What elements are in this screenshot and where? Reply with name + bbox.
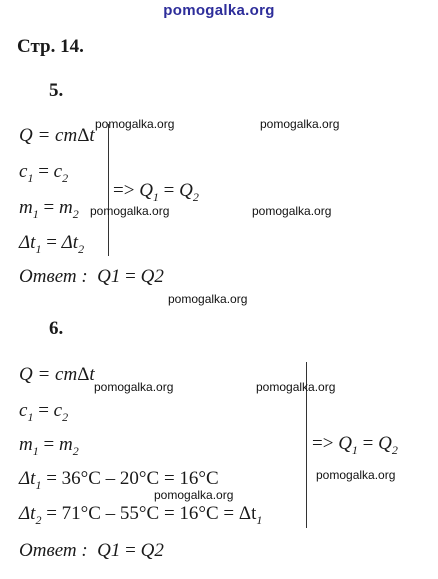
task-6-answer <box>19 540 164 562</box>
ans-q1-sub: 1 <box>110 266 121 287</box>
task-6-eq-dt2 <box>19 503 262 528</box>
dt2-rhs: 71°C – 55°C = 16°C = Δt <box>61 503 257 524</box>
eq-sign: = <box>41 468 62 489</box>
eq-sign: = <box>41 232 62 253</box>
task-6-eq-c <box>19 400 68 425</box>
dt2: Δt <box>61 232 79 253</box>
ans-q1: Q <box>97 540 111 561</box>
eq-sign: = <box>33 161 54 182</box>
task-6-eq-m <box>19 434 79 459</box>
m1-sub: 1 <box>32 444 39 458</box>
dt1: Δt <box>19 468 36 489</box>
task-6-number: 6. <box>49 318 64 339</box>
dt1-rhs: 36°C – 20°C = 16°C <box>61 468 219 489</box>
implies-arrow: => <box>312 433 334 454</box>
answer-label: Ответ : <box>19 266 88 287</box>
eq-sign: = <box>120 540 141 561</box>
eq-sign: = <box>38 434 59 455</box>
dt2: Δt <box>19 503 36 524</box>
dt1: Δt <box>19 232 36 253</box>
answer-label: Ответ : <box>19 540 88 561</box>
delta-symbol: Δ <box>77 364 90 385</box>
watermark-text: pomogalka.org <box>260 117 340 131</box>
m1: m <box>19 197 33 218</box>
q1: Q <box>338 433 352 454</box>
watermark-text: pomogalka.org <box>95 117 175 131</box>
eq-lhs: Q = cm <box>19 364 78 385</box>
eq-sign: = <box>120 266 141 287</box>
c1: c <box>19 400 28 421</box>
q1-sub: 1 <box>351 443 358 457</box>
task-5-eq-m <box>19 197 79 222</box>
m2-sub: 2 <box>72 444 79 458</box>
ans-q2-sub: 2 <box>154 540 164 561</box>
watermark-text: pomogalka.org <box>154 488 234 502</box>
task-6-eq-heat <box>19 364 95 386</box>
eq-sign: = <box>38 197 59 218</box>
c1-sub: 1 <box>27 410 34 424</box>
m2-sub: 2 <box>72 207 79 221</box>
task-5-number: 5. <box>49 80 64 101</box>
watermark-text: pomogalka.org <box>256 380 336 394</box>
c2: c <box>53 400 63 421</box>
task-5-eq-heat <box>19 125 95 147</box>
q2: Q <box>179 180 193 201</box>
task-5-eq-c <box>19 161 68 186</box>
eq-sign: = <box>41 503 62 524</box>
c2: c <box>53 161 63 182</box>
dt2-sub: 2 <box>35 513 42 527</box>
c2-sub: 2 <box>62 410 69 424</box>
m1: m <box>19 434 33 455</box>
c1-sub: 1 <box>27 171 34 185</box>
site-header-link[interactable]: pomogalka.org <box>163 2 275 19</box>
q2-sub: 2 <box>391 443 398 457</box>
ans-q2: Q <box>140 540 155 561</box>
m1-sub: 1 <box>32 207 39 221</box>
q1: Q <box>139 180 153 201</box>
implies-arrow: => <box>113 180 135 201</box>
eq-sign: = <box>33 400 54 421</box>
task-6-conclusion <box>312 433 398 458</box>
eq-sign: = <box>357 433 379 454</box>
delta-symbol: Δ <box>77 125 90 146</box>
task-5-conclusion <box>113 180 199 205</box>
m2: m <box>58 434 73 455</box>
dt1-sub: 1 <box>35 478 42 492</box>
task-5-answer <box>19 266 164 288</box>
watermark-text: pomogalka.org <box>316 468 396 482</box>
watermark-text: pomogalka.org <box>252 204 332 218</box>
dt2-rhs-sub: 1 <box>256 513 263 527</box>
watermark-text: pomogalka.org <box>168 292 248 306</box>
ans-q2: Q <box>140 266 155 287</box>
dt2-sub: 2 <box>78 242 85 256</box>
watermark-text: pomogalka.org <box>90 204 170 218</box>
eq-t: t <box>89 125 95 146</box>
ans-q1: Q <box>97 266 111 287</box>
page-title: Стр. 14. <box>17 36 84 57</box>
ans-q1-sub: 1 <box>110 540 121 561</box>
eq-t: t <box>89 364 95 385</box>
q2-sub: 2 <box>192 190 199 204</box>
c2-sub: 2 <box>62 171 69 185</box>
task-5-system-bracket <box>108 124 109 256</box>
q1-sub: 1 <box>152 190 159 204</box>
m2: m <box>58 197 73 218</box>
q2: Q <box>378 433 392 454</box>
eq-lhs: Q = cm <box>19 125 78 146</box>
watermark-text: pomogalka.org <box>94 380 174 394</box>
dt1-sub: 1 <box>35 242 42 256</box>
c1: c <box>19 161 28 182</box>
task-5-eq-dt <box>19 232 84 257</box>
ans-q2-sub: 2 <box>154 266 164 287</box>
eq-sign: = <box>158 180 180 201</box>
